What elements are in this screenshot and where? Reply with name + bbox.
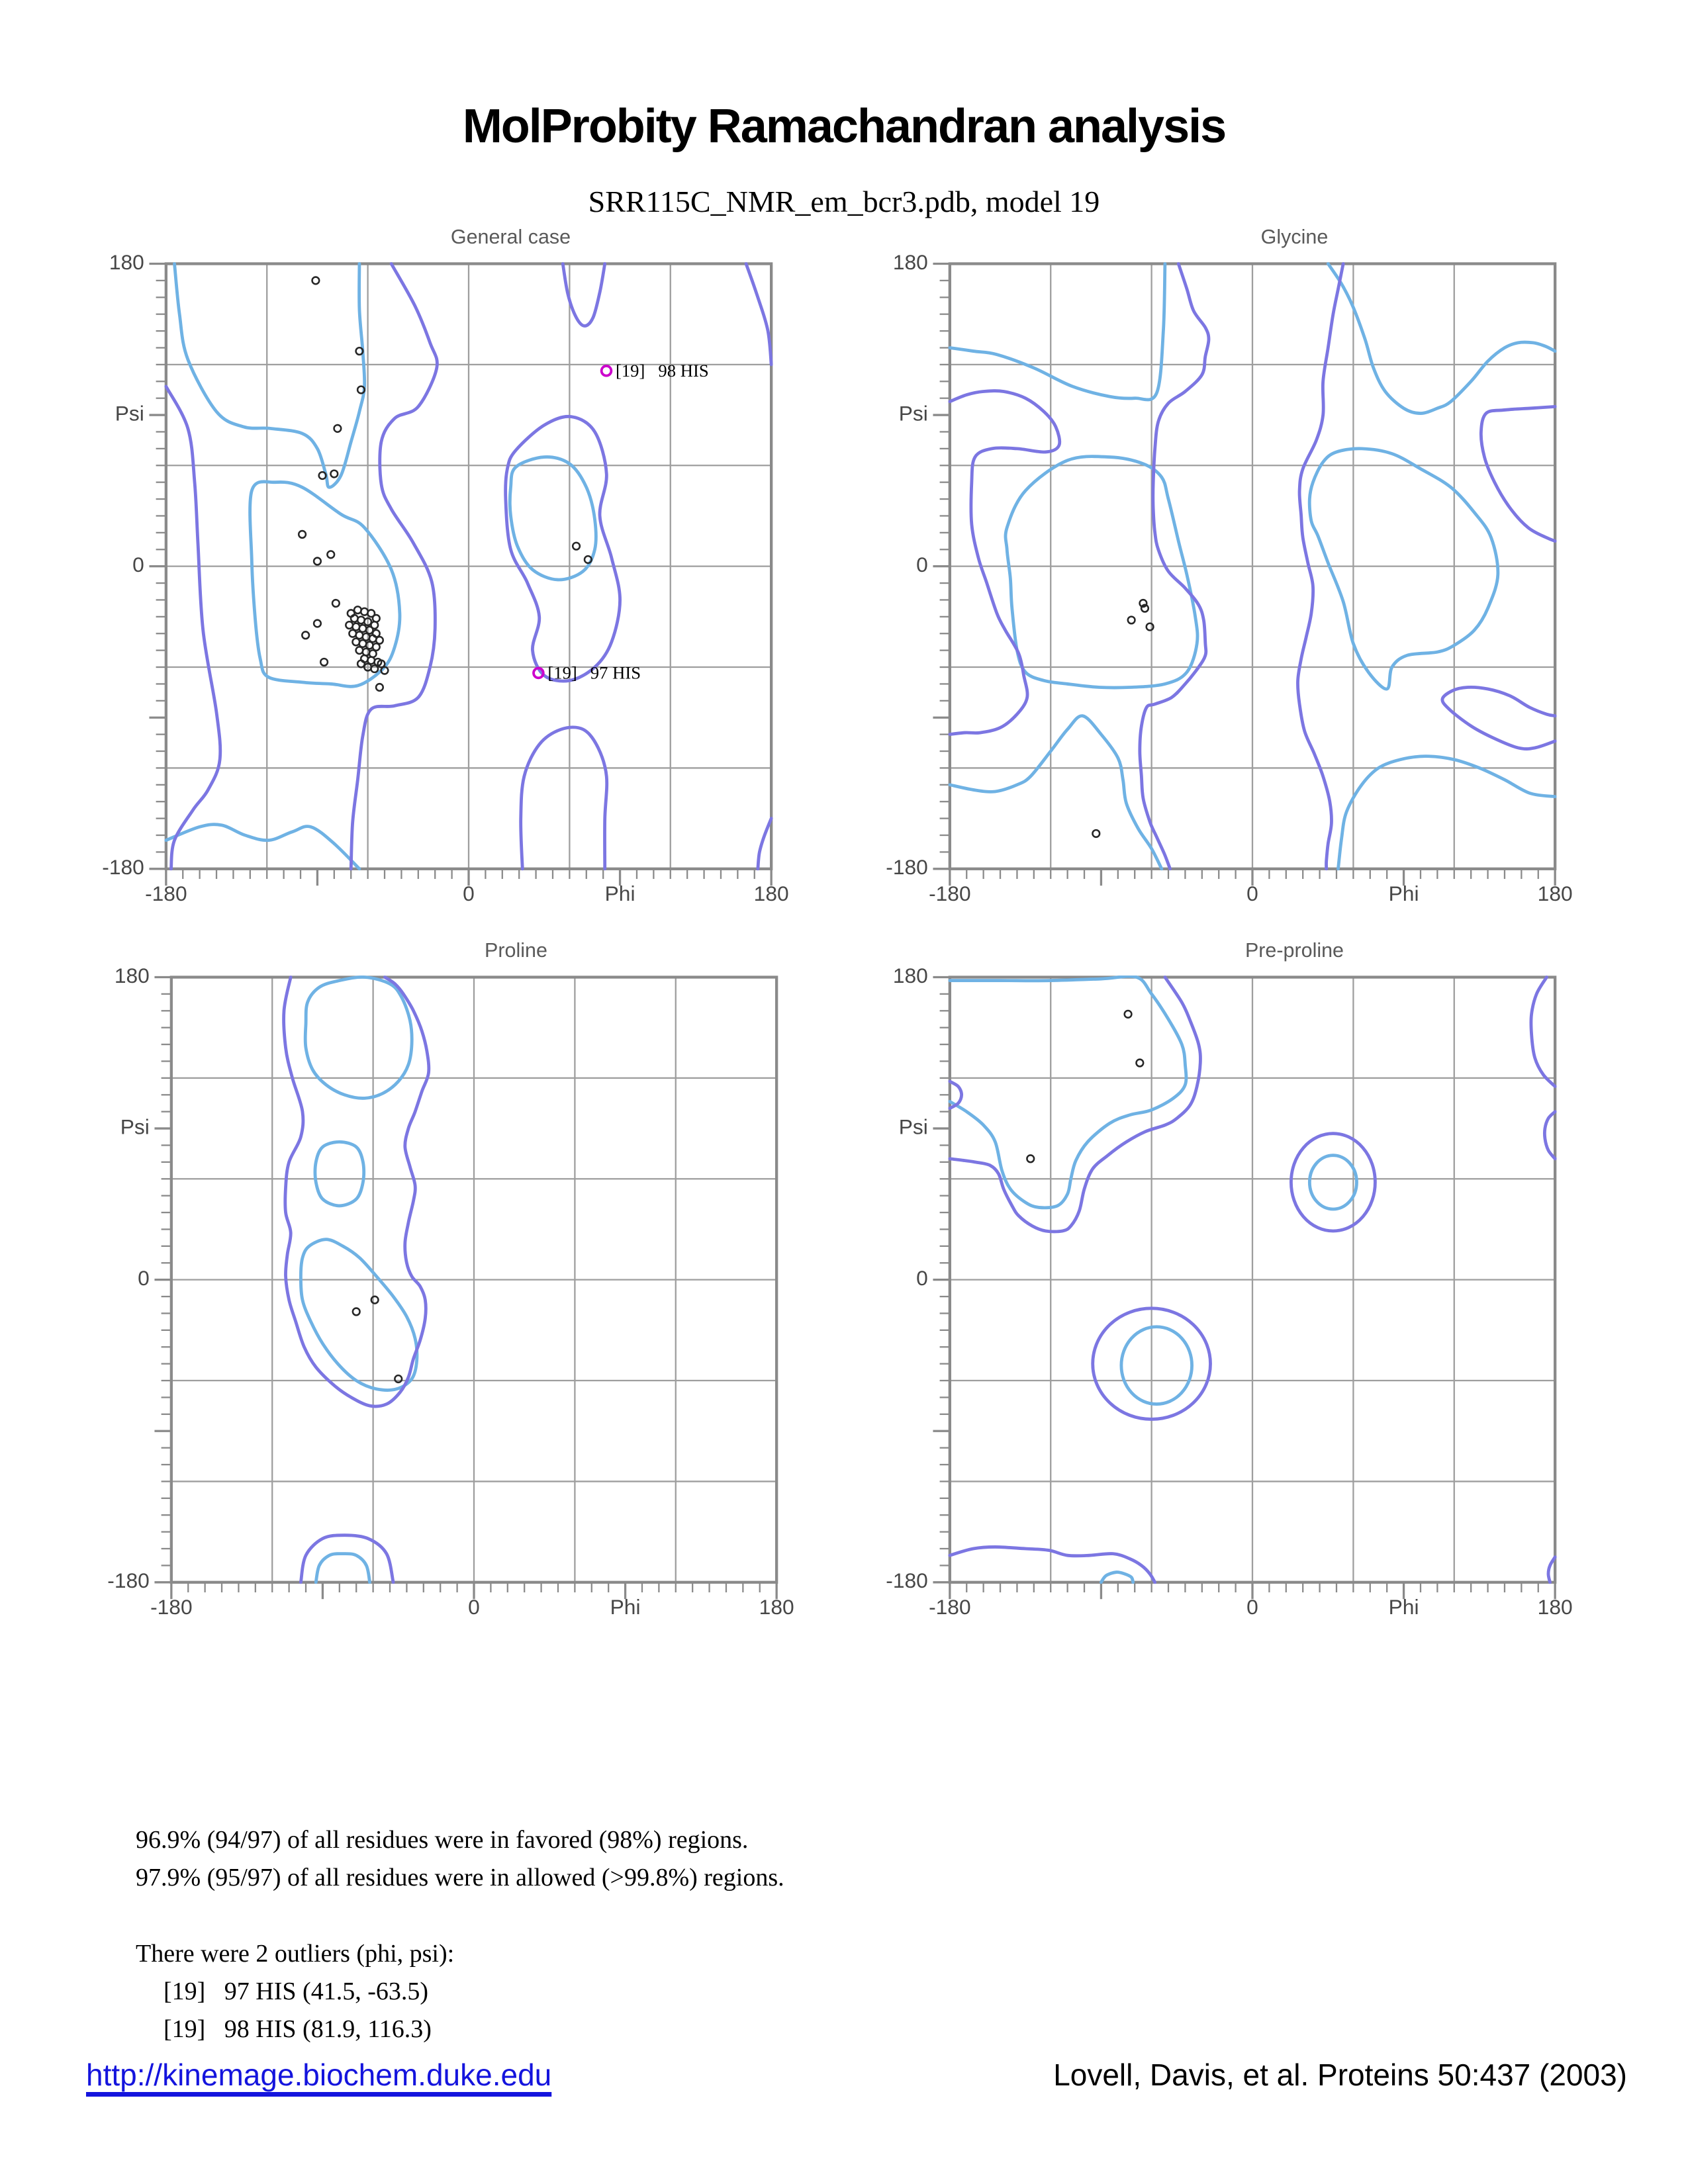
contour-line <box>1309 449 1498 689</box>
y-tick-label: -180 <box>107 1569 150 1593</box>
contour-line <box>950 391 1060 735</box>
plot-canvas <box>73 222 864 919</box>
data-point <box>371 665 378 672</box>
x-tick-label: 0 <box>463 882 475 906</box>
contour-line <box>1121 1327 1192 1404</box>
x-tick-label: Phi <box>1388 1595 1419 1619</box>
ramachandran-plot-general-case <box>73 222 864 919</box>
data-point <box>1092 830 1100 837</box>
plot-title: Pre-proline <box>1244 939 1344 962</box>
contour-line <box>1328 263 1555 413</box>
x-tick-label: -180 <box>145 882 187 906</box>
data-point <box>371 1297 379 1304</box>
y-tick-label: 180 <box>892 250 928 274</box>
kinemage-link[interactable]: http://kinemage.biochem.duke.edu <box>86 2058 552 2092</box>
data-point <box>299 531 306 538</box>
outlier-label: [19] 97 HIS <box>547 662 641 683</box>
axis-major-ticks <box>149 263 771 886</box>
x-tick-label: 0 <box>1246 1595 1258 1619</box>
allowed-stat-line: 97.9% (95/97) of all residues were in allowed (>99.8%) regions. <box>136 1864 784 1891</box>
data-point <box>332 600 340 607</box>
plot-title: General case <box>450 226 571 249</box>
data-point <box>1147 623 1154 631</box>
contour-line <box>166 825 359 869</box>
x-tick-label: -180 <box>150 1595 193 1619</box>
gridlines <box>950 263 1555 868</box>
contour-line <box>758 819 771 869</box>
x-tick-label: 0 <box>1246 882 1258 906</box>
axis-ticks <box>940 994 1538 1592</box>
data-point <box>330 471 338 478</box>
plot-canvas <box>79 935 869 1633</box>
x-tick-label: Phi <box>1388 882 1419 906</box>
y-tick-label: -180 <box>886 1569 928 1593</box>
data-points <box>1027 1011 1143 1162</box>
contour-line <box>305 977 412 1098</box>
data-point <box>1128 617 1135 624</box>
plot-canvas <box>857 935 1648 1633</box>
y-tick-label: 0 <box>138 1266 150 1291</box>
data-points <box>353 1297 402 1383</box>
data-point <box>320 659 328 666</box>
data-point <box>353 1308 360 1316</box>
axis-major-ticks <box>933 977 1555 1599</box>
x-tick-label: 180 <box>1537 1595 1573 1619</box>
y-tick-label: Psi <box>898 1115 928 1139</box>
contour-line <box>315 1142 364 1206</box>
x-tick-label: 0 <box>468 1595 480 1619</box>
contour-line <box>316 1554 369 1582</box>
data-point <box>1125 1011 1132 1018</box>
y-tick-label: 0 <box>916 1266 928 1291</box>
data-point <box>314 558 321 565</box>
x-tick-label: Phi <box>604 882 635 906</box>
contour-line <box>950 263 1165 400</box>
contour-line <box>1101 1572 1133 1582</box>
x-tick-label: 180 <box>753 882 789 906</box>
x-tick-label: 180 <box>1537 882 1573 906</box>
contour-line <box>746 263 771 364</box>
y-tick-label: 0 <box>132 553 144 577</box>
data-point <box>573 543 580 550</box>
contour-line <box>506 416 620 681</box>
contour-line <box>1442 687 1555 749</box>
x-tick-label: 180 <box>759 1595 794 1619</box>
contour-line <box>1481 406 1555 541</box>
data-point <box>395 1375 402 1383</box>
y-tick-label: -180 <box>102 855 144 880</box>
contour-line <box>950 976 1186 1208</box>
data-point <box>314 620 321 627</box>
axis-ticks <box>162 994 760 1592</box>
axis-ticks <box>940 281 1538 879</box>
data-point <box>376 684 383 691</box>
contour-line <box>1338 756 1556 869</box>
contour-line <box>301 1535 393 1582</box>
ramachandran-plot-glycine <box>857 222 1648 919</box>
contour-line <box>1531 977 1555 1086</box>
y-tick-label: Psi <box>115 401 144 426</box>
contour-line <box>166 387 220 869</box>
y-tick-label: 180 <box>892 963 928 987</box>
plot-title: Proline <box>485 939 547 962</box>
x-tick-label: -180 <box>929 882 971 906</box>
contour-line <box>1291 1134 1375 1231</box>
ramachandran-plot-preproline <box>857 935 1648 1633</box>
page-subtitle: SRR115C_NMR_em_bcr3.pdb, model 19 <box>588 185 1100 218</box>
y-tick-label: 180 <box>109 250 144 274</box>
x-tick-label: Phi <box>610 1595 641 1619</box>
contour-line <box>175 263 365 487</box>
gridlines <box>950 977 1555 1582</box>
gridlines <box>166 263 771 868</box>
statistics-block <box>136 1821 784 2048</box>
page-title: MolProbity Ramachandran analysis <box>462 100 1226 153</box>
y-tick-label: 0 <box>916 553 928 577</box>
contour-line <box>521 727 607 869</box>
gridlines <box>171 977 776 1582</box>
y-tick-label: 180 <box>114 963 150 987</box>
contour-line <box>950 716 1162 869</box>
outlier-list-item: [19] 97 HIS (41.5, -63.5) <box>164 1978 429 2005</box>
data-point <box>302 631 309 639</box>
plot-title: Glycine <box>1260 226 1329 249</box>
favored-stat-line: 96.9% (94/97) of all residues were in favored (98%) regions. <box>136 1826 749 1854</box>
contour-line <box>950 1547 1155 1582</box>
y-tick-label: Psi <box>120 1115 150 1139</box>
data-points <box>299 277 591 691</box>
x-tick-label: -180 <box>929 1595 971 1619</box>
ramachandran-plot-proline <box>79 935 869 1633</box>
y-tick-label: -180 <box>886 855 928 880</box>
contour-line <box>1544 1112 1555 1159</box>
outlier-list-item: [19] 98 HIS (81.9, 116.3) <box>164 2015 432 2043</box>
contour-line <box>510 457 596 580</box>
citation: Lovell, Davis, et al. Proteins 50:437 (2003) <box>1053 2058 1627 2092</box>
outlier-label: [19] 98 HIS <box>615 360 709 381</box>
data-point <box>327 551 334 559</box>
axis-major-ticks <box>933 263 1555 886</box>
contour-line <box>1309 1156 1356 1209</box>
outlier-header: There were 2 outliers (phi, psi): <box>136 1940 455 1968</box>
y-tick-label: Psi <box>898 401 928 426</box>
outlier-point <box>602 366 612 376</box>
data-point <box>1027 1155 1034 1162</box>
data-point <box>334 425 342 432</box>
data-point <box>1137 1060 1144 1067</box>
plot-canvas <box>857 222 1648 919</box>
contour-line <box>250 482 400 687</box>
data-point <box>312 277 320 285</box>
axis-major-ticks <box>154 977 776 1599</box>
